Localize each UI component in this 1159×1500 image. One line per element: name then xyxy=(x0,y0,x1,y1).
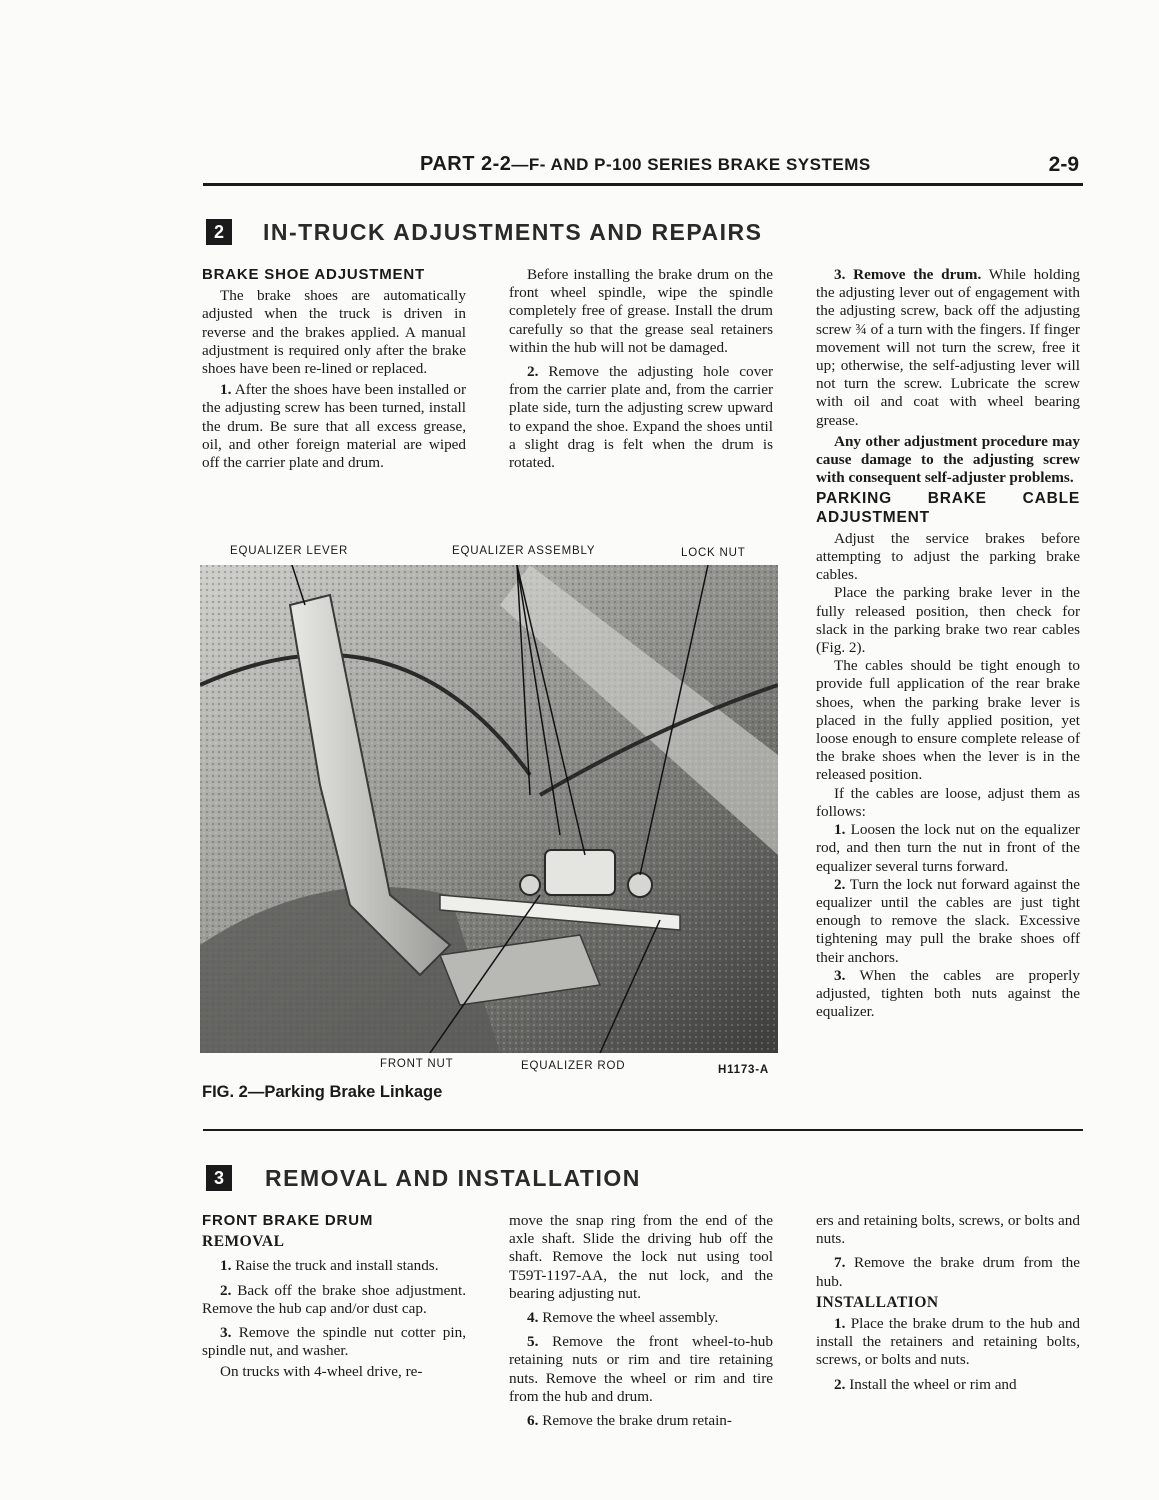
paragraph: Install the wheel or rim and xyxy=(849,1375,1017,1393)
header-part: PART 2-2 xyxy=(420,153,512,175)
step-number: 4. xyxy=(527,1309,539,1327)
section-2-title: IN-TRUCK ADJUSTMENTS AND REPAIRS xyxy=(263,219,763,245)
page-header-title xyxy=(420,153,871,176)
page-number: 2-9 xyxy=(1048,153,1079,176)
step-number: 3. xyxy=(220,1324,232,1342)
paragraph: Adjust the service brakes before attempting to adjust the parking brake cables. xyxy=(816,529,1080,584)
paragraph: The brake shoes are automatically adjusted when the truck is driven in reverse and the brakes applied. A manual adjustment is required only after the brake shoes have been re-lined or replaced. xyxy=(202,287,466,378)
paragraph: When the cables are properly adjusted, tighten both nuts against the equalizer. xyxy=(816,966,1080,1021)
step-number: 5. xyxy=(527,1333,539,1351)
paragraph: Place the parking brake lever in the fully released position, then check for slack in the parking brake two rear cables (Fig. 2). xyxy=(816,584,1080,657)
step-lead: Remove the drum. xyxy=(853,266,982,283)
step-number: 7. xyxy=(834,1254,846,1272)
paragraph: Before installing the brake drum on the front wheel spindle, wipe the spindle completely free of grease. Install the drum carefully so that the grease seal retainers within the hub will not be damaged. xyxy=(509,266,773,356)
section-3-column-3 xyxy=(816,1212,1080,1397)
callout-equalizer-lever: EQUALIZER LEVER xyxy=(230,545,349,557)
section-3-column-1 xyxy=(202,1212,466,1385)
section-divider xyxy=(203,1129,1083,1131)
step-number: 3. xyxy=(834,966,846,984)
section-3-title: REMOVAL AND INSTALLATION xyxy=(265,1165,641,1191)
paragraph: Loosen the lock nut on the equalizer rod, and then turn the nut in front of the equalizer several turns forward. xyxy=(816,821,1080,875)
callout-equalizer-assembly: EQUALIZER ASSEMBLY xyxy=(452,545,596,557)
paragraph: Turn the lock nut forward against the equalizer until the cables are just tight enough to remove the slack. Excessive tightening may pull the brake shoes off their anchors. xyxy=(816,875,1080,966)
section-2-column-2 xyxy=(509,266,773,475)
paragraph: After the shoes have been installed or the adjusting screw has been turned, install the drum. Be sure that all excess grease, oil, and other foreign material are wiped off the carrier plate and drum. xyxy=(202,381,466,472)
step-number: 1. xyxy=(834,1315,846,1333)
paragraph: Place the brake drum to the hub and install the retainers and retaining bolts, screws, or bolts and nuts. xyxy=(816,1315,1081,1369)
paragraph: Remove the front wheel-to-hub retaining nuts or rim and tire retaining nuts. Remove the wheel or rim and tire from the hub and drum. xyxy=(509,1333,773,1405)
equalizer-assembly-shape xyxy=(545,850,615,895)
callout-lock-nut: LOCK NUT xyxy=(681,547,746,559)
paragraph: While holding the adjusting lever out of engagement with the adjusting screw, back off the adjusting screw ¾ of a turn with the fingers. If finger movement will not turn the screw, free it up; otherwise, the self-adjusting lever will not turn the screw. Lubricate the screw with oil and coat with wheel bearing grease. xyxy=(816,266,1080,429)
step-number: 3. xyxy=(834,266,846,283)
front-brake-drum-heading: FRONT BRAKE DRUM xyxy=(202,1212,374,1229)
section-3-number: 3 xyxy=(206,1165,232,1191)
paragraph: Remove the spindle nut cotter pin, spindle nut, and washer. xyxy=(202,1324,466,1360)
header-rule xyxy=(203,183,1083,186)
warning-text: Any other adjustment procedure may cause damage to the adjusting screw with consequent self-adjuster problems. xyxy=(816,432,1080,487)
paragraph: Raise the truck and install stands. xyxy=(235,1257,439,1275)
step-number: 1. xyxy=(220,1257,232,1275)
parking-brake-linkage-illustration xyxy=(200,565,778,1053)
paragraph: Remove the brake drum from the hub. xyxy=(816,1254,1081,1290)
paragraph: Remove the brake drum retain- xyxy=(542,1412,732,1430)
callout-front-nut: FRONT NUT xyxy=(380,1058,454,1070)
lock-nut-shape xyxy=(628,873,652,897)
step-number: 2. xyxy=(220,1281,232,1299)
brake-shoe-adjustment-heading: BRAKE SHOE ADJUSTMENT xyxy=(202,266,425,283)
paragraph: ers and retaining bolts, screws, or bolts and nuts. xyxy=(816,1212,1080,1248)
paragraph: The cables should be tight enough to provide full application of the rear brake shoes, when the parking brake lever is placed in the fully applied position, yet loose enough to ensure complete release of the brake shoes when the lever is in the released position. xyxy=(816,657,1080,784)
removal-heading: REMOVAL xyxy=(202,1233,285,1251)
paragraph: Remove the adjusting hole cover from the carrier plate and, from the carrier plate side, turn the adjusting screw upward to expand the shoe. Expand the shoes until a slight drag is felt when the drum is rotated. xyxy=(509,363,774,472)
paragraph: If the cables are loose, adjust them as follows: xyxy=(816,784,1080,820)
header-series: —F- AND P-100 SERIES BRAKE SYSTEMS xyxy=(511,155,871,174)
paragraph: Back off the brake shoe adjustment. Remove the hub cap and/or dust cap. xyxy=(202,1281,467,1317)
paragraph: Remove the wheel assembly. xyxy=(542,1309,719,1327)
figure-caption: FIG. 2—Parking Brake Linkage xyxy=(202,1083,443,1101)
step-number: 2. xyxy=(834,875,846,893)
figure-code: H1173-A xyxy=(718,1064,769,1076)
section-3-column-2 xyxy=(509,1212,773,1433)
step-number: 2. xyxy=(834,1375,846,1393)
parking-brake-heading: PARKING BRAKE CABLE ADJUSTMENT xyxy=(816,490,1080,526)
parking-brake-linkage-photo xyxy=(200,565,778,1053)
paragraph: On trucks with 4-wheel drive, re- xyxy=(220,1363,423,1381)
step-number: 1. xyxy=(220,381,232,399)
step-number: 2. xyxy=(527,363,539,381)
section-2-number: 2 xyxy=(206,219,232,245)
step-number: 1. xyxy=(834,821,846,839)
step-number: 6. xyxy=(527,1412,539,1430)
section-2-column-1 xyxy=(202,266,466,475)
section-2-column-3 xyxy=(816,266,1080,1021)
front-nut-shape xyxy=(520,875,540,895)
installation-heading: INSTALLATION xyxy=(816,1293,939,1311)
callout-equalizer-rod: EQUALIZER ROD xyxy=(521,1060,626,1072)
paragraph: move the snap ring from the end of the axle shaft. Slide the driving hub off the shaft. Remove the lock nut using tool T59T-1197-AA, the nut lock, and the bearing adjusting nut. xyxy=(509,1212,773,1302)
